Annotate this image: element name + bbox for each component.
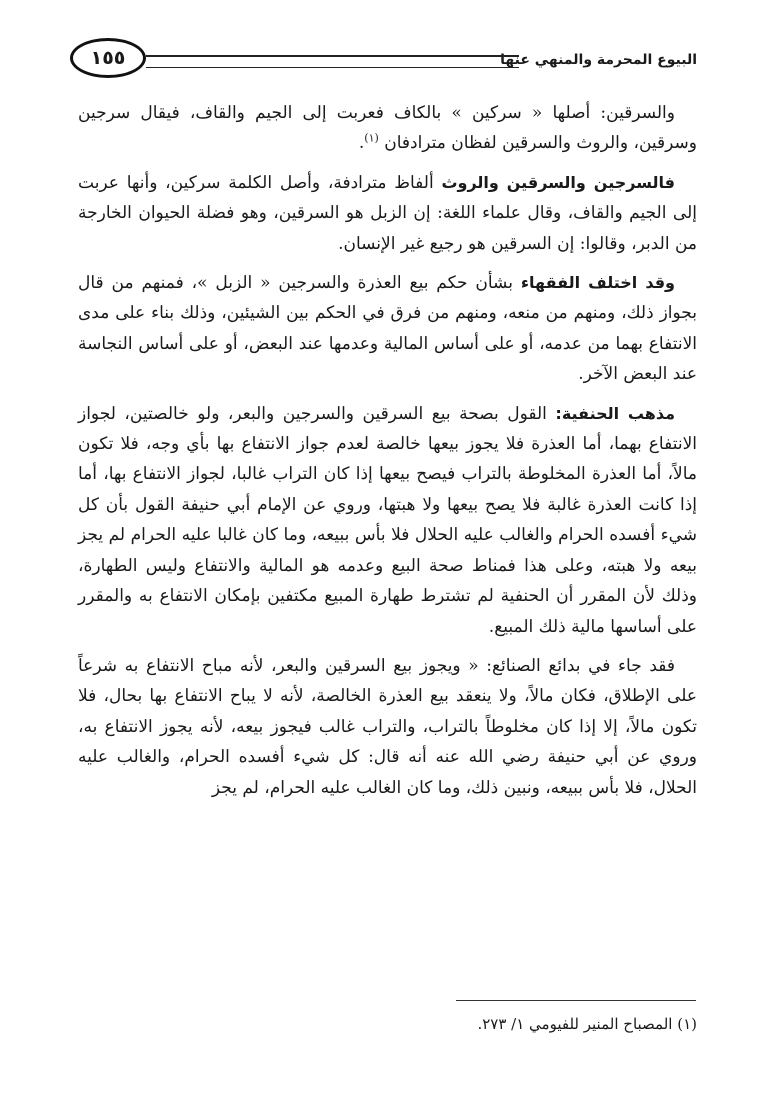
header-rule — [146, 55, 519, 68]
footnote: (١) المصباح المنير للفيومي ١/ ٢٧٣. — [477, 1015, 697, 1033]
paragraph-text: القول بصحة بيع السرقين والسرجين والبعر، ولو خالصتين، لجواز الانتفاع بهما، أما العذرة فلا يجوز بيعها خالصة لعدم جواز الانتفاع بها بأي وجه، فلا تكون مالاً، أما العذرة المخلوطة بالتراب فيصح بيعها إذا كان التراب غالبا، لجواز الانتفاع بها، أما إذا كانت العذرة غالبة فلا يصح بيعها ولا هبتها، وروي عن الإمام أبي حنيفة القول بأن كل شيء أفسده الحرام والغالب عليه الحلال فلا بأس ببيعه، وما كان غالبا عليه الحرام لم يجز بيعه ولا هبته، وعلى هذا فمناط صحة البيع وعدمه هو المالية والانتفاع وليس الطهارة، وذلك لأن المقرر أن الحنفية لم تشترط طهارة المبيع مكتفين بإمكان الانتفاع به والمقرر على أساسها مالية ذلك المبيع. — [78, 403, 697, 637]
paragraph-text: ألفاظ مترادفة، وأصل الكلمة سركين، وأنها عربت إلى الجيم والقاف، وقال علماء اللغة: إن الزبل هو السرقين، وهو فضلة الحيوان الخارجة من الدبر، وقالوا: إن السرقين هو رجيع غير الإنسان. — [78, 172, 697, 254]
footnote-rule — [456, 1000, 696, 1001]
paragraph-text: والسرقين: أصلها « سركين » بالكاف فعربت إلى الجيم والقاف، فيقال سرجين وسرقين، والروث والسرقين لفظان مترادفان — [78, 103, 697, 154]
paragraph-lead: وقد اختلف الفقهاء — [520, 273, 676, 293]
paragraph-lead: فالسرجين والسرقين والروث — [441, 172, 675, 192]
paragraph-end: . — [358, 133, 365, 154]
footnote-ref: (١) — [364, 131, 379, 145]
main-text — [78, 98, 697, 812]
paragraph-text: بشأن حكم بيع العذرة والسرجين « الزبل »، فمنهم من قال بجواز ذلك، ومنهم من منعه، ومنهم من فرق في الحكم بين الشيئين، وذلك بناء على مدى الانتفاع بهما من عدمه، أو على أساس المالية وعدمها عند البعض، أو على أساس النجاسة عند البعض الآخر. — [78, 273, 697, 385]
paragraph-lead: مذهب الحنفية: — [555, 403, 676, 423]
page-number: ١٥٥ — [70, 38, 146, 78]
paragraph-4 — [78, 399, 697, 642]
paragraph-1 — [78, 98, 697, 159]
page-header — [70, 38, 697, 86]
paragraph-3 — [78, 268, 697, 390]
paragraph-text: فقد جاء في بدائع الصنائع: « ويجوز بيع السرقين والبعر، لأنه مباح الانتفاع به شرعاً على الإطلاق، فكان مالاً، ولا ينعقد بيع العذرة الخالصة، لأنه لا يباح الانتفاع بها بحال، فلا تكون مالاً، إلا إذا كان مخلوطاً بالتراب، والتراب غالب فيجوز بيعه، لأنه يجوز الانتفاع به، وروي عن أبي حنيفة رضي الله عنه أنه قال: كل شيء أفسده الحرام، والغالب عليه الحلال، فلا بأس ببيعه، ونبين ذلك، وما كان الغالب عليه الحرام، لم يجز — [78, 655, 697, 798]
paragraph-5 — [78, 651, 697, 803]
paragraph-2 — [78, 168, 697, 259]
running-title: البيوع المحرمة والمنهي عنها — [500, 52, 697, 68]
